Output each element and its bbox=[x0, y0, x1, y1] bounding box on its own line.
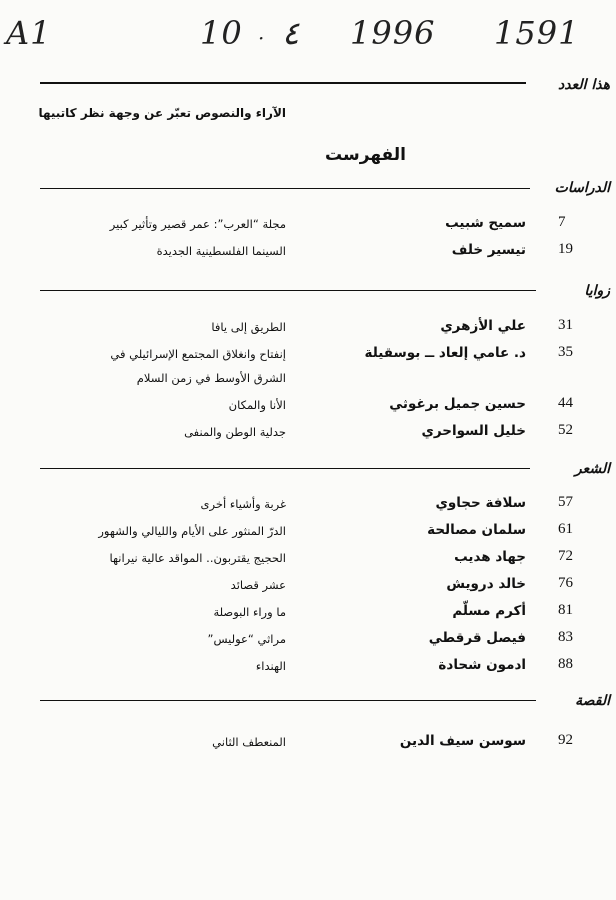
article-title: مراثي “عوليس” bbox=[207, 632, 286, 646]
author-name: فيصل قرقطي bbox=[428, 630, 526, 646]
author-name: سوسن سيف الدين bbox=[399, 733, 526, 749]
article-title: الدرّ المنثور على الأيام والليالي والشهور bbox=[98, 524, 286, 538]
page-number: 81 bbox=[558, 602, 573, 618]
section-rule-studies bbox=[40, 188, 530, 189]
article-title: مجلة “العرب”: عمر قصير وتأثير كبير bbox=[109, 217, 286, 231]
section-rule-story bbox=[40, 700, 536, 701]
page-number: 83 bbox=[558, 629, 573, 645]
page-number: 61 bbox=[558, 521, 573, 537]
page-number: 52 bbox=[558, 422, 573, 438]
article-title: غربة وأشياء أخرى bbox=[200, 497, 286, 511]
article-title: الحجيج يقتربون.. المواقد عالية نيرانها bbox=[109, 551, 286, 565]
toc-title: الفهرست bbox=[325, 145, 406, 165]
section-label-angles: زوايا bbox=[584, 283, 610, 299]
author-name: حسين جميل برغوثي bbox=[389, 396, 526, 412]
article-title: جدلية الوطن والمنفى bbox=[184, 425, 286, 439]
section-label-poetry: الشعر bbox=[574, 461, 610, 477]
author-name: أكرم مسلّم bbox=[452, 603, 526, 619]
page-number: 44 bbox=[558, 395, 573, 411]
author-name: د. عامي إلعاد ــ بوسقيلة bbox=[364, 345, 526, 361]
handwritten-month: ٤ bbox=[282, 14, 300, 52]
author-name: ادمون شحادة bbox=[438, 657, 526, 673]
article-title: ما وراء البوصلة bbox=[213, 605, 286, 619]
page-number: 92 bbox=[558, 732, 573, 748]
page-number: 88 bbox=[558, 656, 573, 672]
section-rule-poetry bbox=[40, 468, 530, 469]
handwritten-day: 10 bbox=[200, 14, 243, 52]
author-name: تيسير خلف bbox=[451, 242, 526, 258]
article-title: المنعطف الثاني bbox=[212, 735, 286, 749]
article-title: الهنداء bbox=[255, 659, 286, 673]
article-title: الأنا والمكان bbox=[228, 398, 286, 412]
header-rule bbox=[40, 82, 526, 84]
handwritten-issue-number: 1591 bbox=[494, 14, 580, 52]
section-label-story: القصة bbox=[575, 693, 610, 709]
handwritten-year: 1996 bbox=[350, 14, 436, 52]
disclaimer: الآراء والنصوص تعبّر عن وجهة نظر كاتبيها bbox=[38, 106, 286, 120]
article-title: الطريق إلى يافا bbox=[211, 320, 286, 334]
section-label-this-issue: هذا العدد bbox=[558, 77, 610, 93]
page-number: 19 bbox=[558, 241, 573, 257]
article-title-line-2: الشرق الأوسط في زمن السلام bbox=[136, 371, 286, 385]
article-title: عشر قصائد bbox=[230, 578, 286, 592]
section-label-studies: الدراسات bbox=[554, 180, 610, 196]
author-name: سميح شبيب bbox=[445, 215, 526, 231]
handwritten-code: A1 bbox=[6, 14, 52, 52]
author-name: سلافة حجاوي bbox=[435, 495, 526, 511]
page-number: 7 bbox=[558, 214, 566, 230]
handwritten-dot: · bbox=[258, 26, 266, 50]
article-title: السينما الفلسطينية الجديدة bbox=[156, 244, 286, 258]
page-number: 72 bbox=[558, 548, 573, 564]
author-name: جهاد هديب bbox=[454, 549, 526, 565]
author-name: خليل السواحري bbox=[421, 423, 526, 439]
author-name: خالد درويش bbox=[446, 576, 526, 592]
page-number: 35 bbox=[558, 344, 573, 360]
page-number: 76 bbox=[558, 575, 573, 591]
author-name: سلمان مصالحة bbox=[427, 522, 526, 538]
page-number: 31 bbox=[558, 317, 573, 333]
section-rule-angles bbox=[40, 290, 536, 291]
author-name: علي الأزهري bbox=[440, 318, 526, 334]
page-number: 57 bbox=[558, 494, 573, 510]
article-title: إنفتاح وانغلاق المجتمع الإسرائيلي في bbox=[110, 347, 286, 361]
